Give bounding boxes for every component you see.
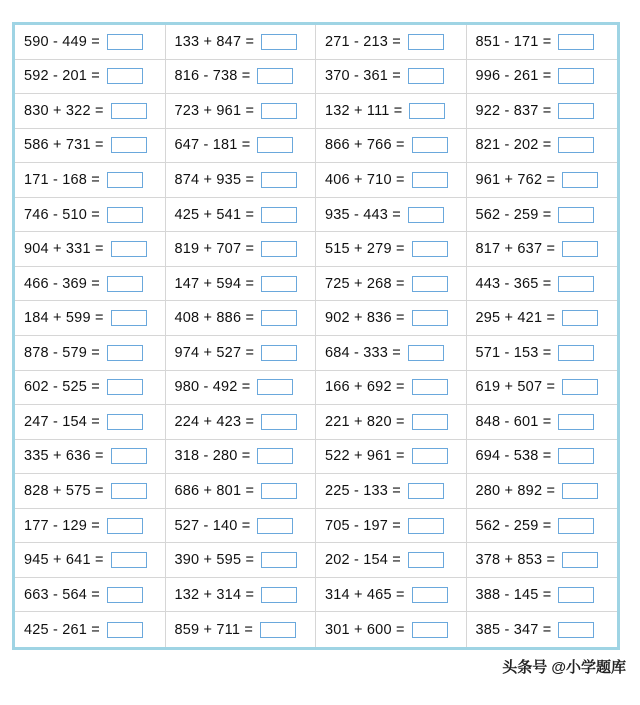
problem-expression: 647 - 181 =	[174, 137, 251, 154]
answer-box[interactable]	[257, 379, 293, 395]
problem-expression: 592 - 201 =	[24, 68, 100, 85]
problem-cell	[467, 509, 618, 544]
answer-box[interactable]	[558, 68, 594, 84]
problem-cell	[467, 336, 618, 371]
answer-box[interactable]	[408, 552, 444, 568]
problem-expression: 746 - 510 =	[24, 206, 100, 223]
problem-cell	[467, 578, 618, 613]
problem-expression: 515 + 279 =	[325, 241, 405, 258]
answer-box[interactable]	[412, 137, 448, 153]
problem-cell	[166, 301, 317, 336]
answer-box[interactable]	[409, 103, 445, 119]
problem-expression: 922 - 837 =	[475, 102, 552, 119]
problem-expression: 132 + 111 =	[325, 102, 403, 119]
answer-box[interactable]	[261, 103, 297, 119]
answer-box[interactable]	[412, 310, 448, 326]
answer-box[interactable]	[111, 552, 147, 568]
answer-box[interactable]	[261, 241, 297, 257]
problem-cell	[15, 543, 166, 578]
answer-box[interactable]	[261, 276, 297, 292]
problem-cell	[166, 612, 317, 647]
problem-expression: 723 + 961 =	[174, 102, 255, 119]
problem-expression: 378 + 853 =	[475, 552, 556, 569]
problem-expression: 406 + 710 =	[325, 171, 405, 188]
problem-expression: 318 - 280 =	[174, 448, 251, 465]
answer-box[interactable]	[558, 137, 594, 153]
problem-expression: 694 - 538 =	[475, 448, 552, 465]
problem-expression: 817 + 637 =	[475, 241, 556, 258]
problem-expression: 821 - 202 =	[475, 137, 552, 154]
problem-cell	[467, 612, 618, 647]
problem-cell	[15, 301, 166, 336]
problem-cell	[316, 163, 467, 198]
problem-expression: 425 + 541 =	[174, 206, 255, 223]
problem-expression: 184 + 599 =	[24, 310, 104, 327]
problem-cell	[15, 129, 166, 164]
problem-cell	[316, 94, 467, 129]
problem-cell	[467, 405, 618, 440]
problem-cell	[316, 198, 467, 233]
answer-box[interactable]	[408, 34, 444, 50]
problem-expression: 171 - 168 =	[24, 171, 100, 188]
answer-box[interactable]	[107, 345, 143, 361]
answer-box[interactable]	[261, 207, 297, 223]
problem-cell	[316, 371, 467, 406]
problem-cell	[467, 60, 618, 95]
answer-box[interactable]	[558, 518, 594, 534]
problem-cell	[15, 578, 166, 613]
problem-cell	[316, 336, 467, 371]
problem-cell	[316, 60, 467, 95]
problem-expression: 224 + 423 =	[174, 413, 255, 430]
problem-expression: 980 - 492 =	[174, 379, 251, 396]
answer-box[interactable]	[111, 483, 147, 499]
problem-cell	[316, 301, 467, 336]
answer-box[interactable]	[107, 622, 143, 638]
problem-expression: 686 + 801 =	[174, 482, 255, 499]
answer-box[interactable]	[558, 103, 594, 119]
answer-box[interactable]	[562, 483, 598, 499]
answer-box[interactable]	[260, 622, 296, 638]
problem-cell	[166, 336, 317, 371]
answer-box[interactable]	[107, 276, 143, 292]
problem-cell	[166, 509, 317, 544]
problem-expression: 945 + 641 =	[24, 552, 104, 569]
problem-cell	[467, 94, 618, 129]
problem-grid	[15, 25, 617, 647]
problem-cell	[166, 578, 317, 613]
problem-cell	[166, 440, 317, 475]
problem-cell	[166, 543, 317, 578]
problem-cell	[166, 267, 317, 302]
problem-cell	[15, 267, 166, 302]
problem-cell	[15, 25, 166, 60]
problem-cell	[467, 232, 618, 267]
problem-expression: 370 - 361 =	[325, 68, 401, 85]
answer-box[interactable]	[107, 34, 143, 50]
answer-box[interactable]	[408, 68, 444, 84]
problem-expression: 221 + 820 =	[325, 413, 405, 430]
answer-box[interactable]	[107, 207, 143, 223]
problem-expression: 619 + 507 =	[475, 379, 556, 396]
problem-expression: 225 - 133 =	[325, 482, 401, 499]
problem-expression: 247 - 154 =	[24, 413, 100, 430]
problem-cell	[15, 336, 166, 371]
problem-expression: 586 + 731 =	[24, 137, 104, 154]
answer-box[interactable]	[558, 207, 594, 223]
answer-box[interactable]	[257, 448, 293, 464]
problem-expression: 904 + 331 =	[24, 241, 104, 258]
problem-cell	[15, 371, 166, 406]
problem-cell	[316, 440, 467, 475]
problem-cell	[316, 578, 467, 613]
answer-box[interactable]	[412, 276, 448, 292]
problem-expression: 562 - 259 =	[475, 517, 552, 534]
answer-box[interactable]	[261, 483, 297, 499]
worksheet-frame	[12, 22, 620, 650]
problem-cell	[166, 94, 317, 129]
problem-expression: 271 - 213 =	[325, 33, 401, 50]
problem-expression: 562 - 259 =	[475, 206, 552, 223]
problem-cell	[15, 405, 166, 440]
problem-expression: 996 - 261 =	[475, 68, 552, 85]
answer-box[interactable]	[562, 241, 598, 257]
answer-box[interactable]	[111, 137, 147, 153]
problem-cell	[316, 405, 467, 440]
answer-box[interactable]	[562, 172, 598, 188]
problem-cell	[166, 129, 317, 164]
problem-cell	[316, 232, 467, 267]
problem-cell	[15, 232, 166, 267]
problem-expression: 425 - 261 =	[24, 621, 100, 638]
problem-cell	[316, 474, 467, 509]
answer-box[interactable]	[261, 587, 297, 603]
problem-expression: 202 - 154 =	[325, 552, 401, 569]
problem-cell	[467, 543, 618, 578]
problem-expression: 902 + 836 =	[325, 310, 405, 327]
problem-expression: 390 + 595 =	[174, 552, 255, 569]
problem-cell	[15, 474, 166, 509]
problem-cell	[15, 60, 166, 95]
problem-expression: 132 + 314 =	[174, 586, 255, 603]
problem-expression: 385 - 347 =	[475, 621, 552, 638]
problem-expression: 828 + 575 =	[24, 482, 104, 499]
problem-expression: 830 + 322 =	[24, 102, 104, 119]
answer-box[interactable]	[408, 518, 444, 534]
answer-box[interactable]	[107, 587, 143, 603]
problem-expression: 859 + 711 =	[174, 621, 254, 638]
answer-box[interactable]	[412, 622, 448, 638]
problem-expression: 571 - 153 =	[475, 344, 552, 361]
problem-cell	[316, 25, 467, 60]
problem-cell	[316, 267, 467, 302]
problem-expression: 684 - 333 =	[325, 344, 401, 361]
problem-expression: 314 + 465 =	[325, 586, 405, 603]
answer-box[interactable]	[261, 34, 297, 50]
problem-cell	[166, 232, 317, 267]
problem-expression: 466 - 369 =	[24, 275, 100, 292]
problem-expression: 602 - 525 =	[24, 379, 100, 396]
problem-expression: 816 - 738 =	[174, 68, 251, 85]
answer-box[interactable]	[107, 518, 143, 534]
answer-box[interactable]	[107, 68, 143, 84]
answer-box[interactable]	[558, 276, 594, 292]
answer-box[interactable]	[412, 172, 448, 188]
problem-expression: 522 + 961 =	[325, 448, 405, 465]
problem-cell	[467, 25, 618, 60]
answer-box[interactable]	[111, 310, 147, 326]
problem-cell	[15, 440, 166, 475]
answer-box[interactable]	[257, 68, 293, 84]
problem-expression: 725 + 268 =	[325, 275, 405, 292]
answer-box[interactable]	[261, 552, 297, 568]
problem-cell	[15, 163, 166, 198]
answer-box[interactable]	[558, 587, 594, 603]
problem-expression: 848 - 601 =	[475, 413, 552, 430]
problem-expression: 335 + 636 =	[24, 448, 104, 465]
problem-expression: 819 + 707 =	[174, 241, 255, 258]
problem-cell	[166, 198, 317, 233]
answer-box[interactable]	[107, 414, 143, 430]
answer-box[interactable]	[562, 379, 598, 395]
problem-expression: 878 - 579 =	[24, 344, 100, 361]
answer-box[interactable]	[107, 379, 143, 395]
problem-expression: 408 + 886 =	[174, 310, 255, 327]
problem-cell	[166, 405, 317, 440]
answer-box[interactable]	[412, 587, 448, 603]
answer-box[interactable]	[107, 172, 143, 188]
problem-expression: 388 - 145 =	[475, 586, 552, 603]
problem-cell	[467, 301, 618, 336]
problem-expression: 166 + 692 =	[325, 379, 405, 396]
answer-box[interactable]	[558, 622, 594, 638]
answer-box[interactable]	[261, 310, 297, 326]
problem-expression: 177 - 129 =	[24, 517, 100, 534]
problem-cell	[316, 612, 467, 647]
problem-expression: 935 - 443 =	[325, 206, 401, 223]
answer-box[interactable]	[412, 241, 448, 257]
problem-expression: 280 + 892 =	[475, 482, 556, 499]
answer-box[interactable]	[408, 345, 444, 361]
answer-box[interactable]	[111, 103, 147, 119]
answer-box[interactable]	[257, 518, 293, 534]
problem-expression: 443 - 365 =	[475, 275, 552, 292]
problem-cell	[467, 371, 618, 406]
problem-cell	[467, 440, 618, 475]
problem-cell	[166, 474, 317, 509]
problem-cell	[467, 163, 618, 198]
problem-expression: 974 + 527 =	[174, 344, 255, 361]
answer-box[interactable]	[111, 448, 147, 464]
problem-cell	[15, 612, 166, 647]
problem-cell	[467, 267, 618, 302]
answer-box[interactable]	[558, 448, 594, 464]
footer-watermark: 头条号 @小学题库	[502, 659, 626, 676]
answer-box[interactable]	[412, 379, 448, 395]
answer-box[interactable]	[261, 345, 297, 361]
problem-cell	[316, 129, 467, 164]
problem-cell	[166, 371, 317, 406]
problem-cell	[467, 198, 618, 233]
answer-box[interactable]	[261, 172, 297, 188]
problem-cell	[166, 25, 317, 60]
answer-box[interactable]	[408, 207, 444, 223]
problem-cell	[316, 543, 467, 578]
problem-cell	[15, 94, 166, 129]
answer-box[interactable]	[111, 241, 147, 257]
problem-expression: 851 - 171 =	[475, 33, 552, 50]
problem-expression: 961 + 762 =	[475, 171, 556, 188]
answer-box[interactable]	[412, 448, 448, 464]
problem-expression: 866 + 766 =	[325, 137, 405, 154]
answer-box[interactable]	[558, 414, 594, 430]
answer-box[interactable]	[257, 137, 293, 153]
problem-cell	[467, 474, 618, 509]
answer-box[interactable]	[562, 310, 598, 326]
answer-box[interactable]	[408, 483, 444, 499]
answer-box[interactable]	[558, 345, 594, 361]
problem-cell	[166, 163, 317, 198]
answer-box[interactable]	[261, 414, 297, 430]
answer-box[interactable]	[412, 414, 448, 430]
problem-expression: 590 - 449 =	[24, 33, 100, 50]
problem-expression: 705 - 197 =	[325, 517, 401, 534]
problem-cell	[316, 509, 467, 544]
problem-cell	[15, 509, 166, 544]
problem-expression: 295 + 421 =	[475, 310, 556, 327]
problem-expression: 527 - 140 =	[174, 517, 251, 534]
answer-box[interactable]	[558, 34, 594, 50]
problem-expression: 874 + 935 =	[174, 171, 255, 188]
problem-expression: 147 + 594 =	[174, 275, 255, 292]
problem-cell	[166, 60, 317, 95]
problem-expression: 133 + 847 =	[174, 33, 255, 50]
problem-expression: 663 - 564 =	[24, 586, 100, 603]
answer-box[interactable]	[562, 552, 598, 568]
problem-cell	[467, 129, 618, 164]
problem-cell	[15, 198, 166, 233]
problem-expression: 301 + 600 =	[325, 621, 405, 638]
